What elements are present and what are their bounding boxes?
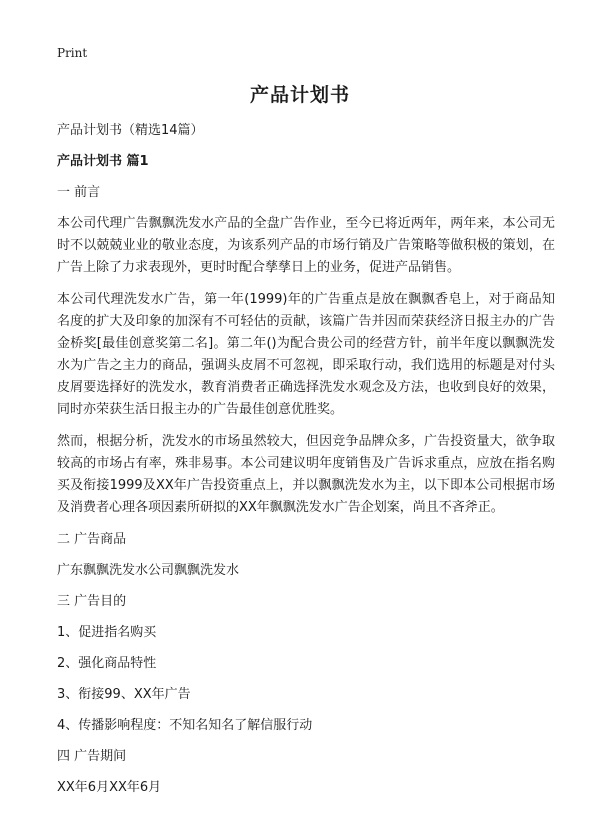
product-name: 广东飘飘洗发水公司飘飘洗发水 bbox=[57, 563, 240, 578]
section-heading-product: 二 广告商品 bbox=[57, 532, 127, 547]
paragraph: 然而，根据分析，洗发水的市场虽然较大，但因竞争品牌众多，广告投资量大，欲争取较高的市场占有率，殊非易事。本公司建议明年度销售及广告诉求重点，应放在指名购买及衔接1999及XX年广告投资重点上，并以飘飘洗发水为主，以下即本公司根据市场及消费者心理各项因素所研拟的XX年飘飘洗发水广告企划案，尚且不吝斧正。 bbox=[57, 434, 555, 515]
section-heading-goals: 三 广告目的 bbox=[57, 594, 127, 609]
print-link[interactable]: Print bbox=[57, 46, 88, 60]
goal-item: 3、衔接99、XX年广告 bbox=[57, 687, 191, 702]
paragraph: 本公司代理广告飘飘洗发水产品的全盘广告作业，至今已将近两年，两年来，本公司无时不以兢兢业业的敬业态度，为该系列产品的市场行销及广告策略等做积极的策划，在广告上除了力求表现外，更时时配合孳孳日上的业务，促进产品销售。 bbox=[57, 216, 555, 275]
section-heading-preface: 一 前言 bbox=[57, 185, 101, 200]
paragraph: 本公司代理洗发水广告，第一年(1999)年的广告重点是放在飘飘香皂上，对于商品知名度的扩大及印象的加深有不可轻估的贡献，该篇广告并因而荣获经济日报主办的广告金桥奖[最佳创意奖第二名]。第二年()为配合贵公司的经营方针，前半年度以飘飘洗发水为广告之主力的商品，强调头皮屑不可忽视，即采取行动，我们选用的标题是对付头皮屑要选择好的洗发水，教育消费者正确选择洗发水观念及方法，也收到良好的效果，同时亦荣获生活日报主办的广告最佳创意优胜奖。 bbox=[57, 292, 555, 417]
section-heading-period: 四 广告期间 bbox=[57, 749, 127, 764]
ad-period: XX年6月XX年6月 bbox=[57, 780, 162, 795]
goal-item: 4、传播影响程度：不知名知名了解信服行动 bbox=[57, 718, 313, 733]
document-title: 产品计划书 bbox=[249, 84, 350, 106]
part-heading: 产品计划书 篇1 bbox=[57, 154, 149, 169]
goal-item: 2、强化商品特性 bbox=[57, 656, 157, 671]
goal-item: 1、促进指名购买 bbox=[57, 625, 157, 640]
document-body bbox=[57, 120, 555, 808]
document-subtitle: 产品计划书（精选14篇） bbox=[57, 123, 204, 138]
